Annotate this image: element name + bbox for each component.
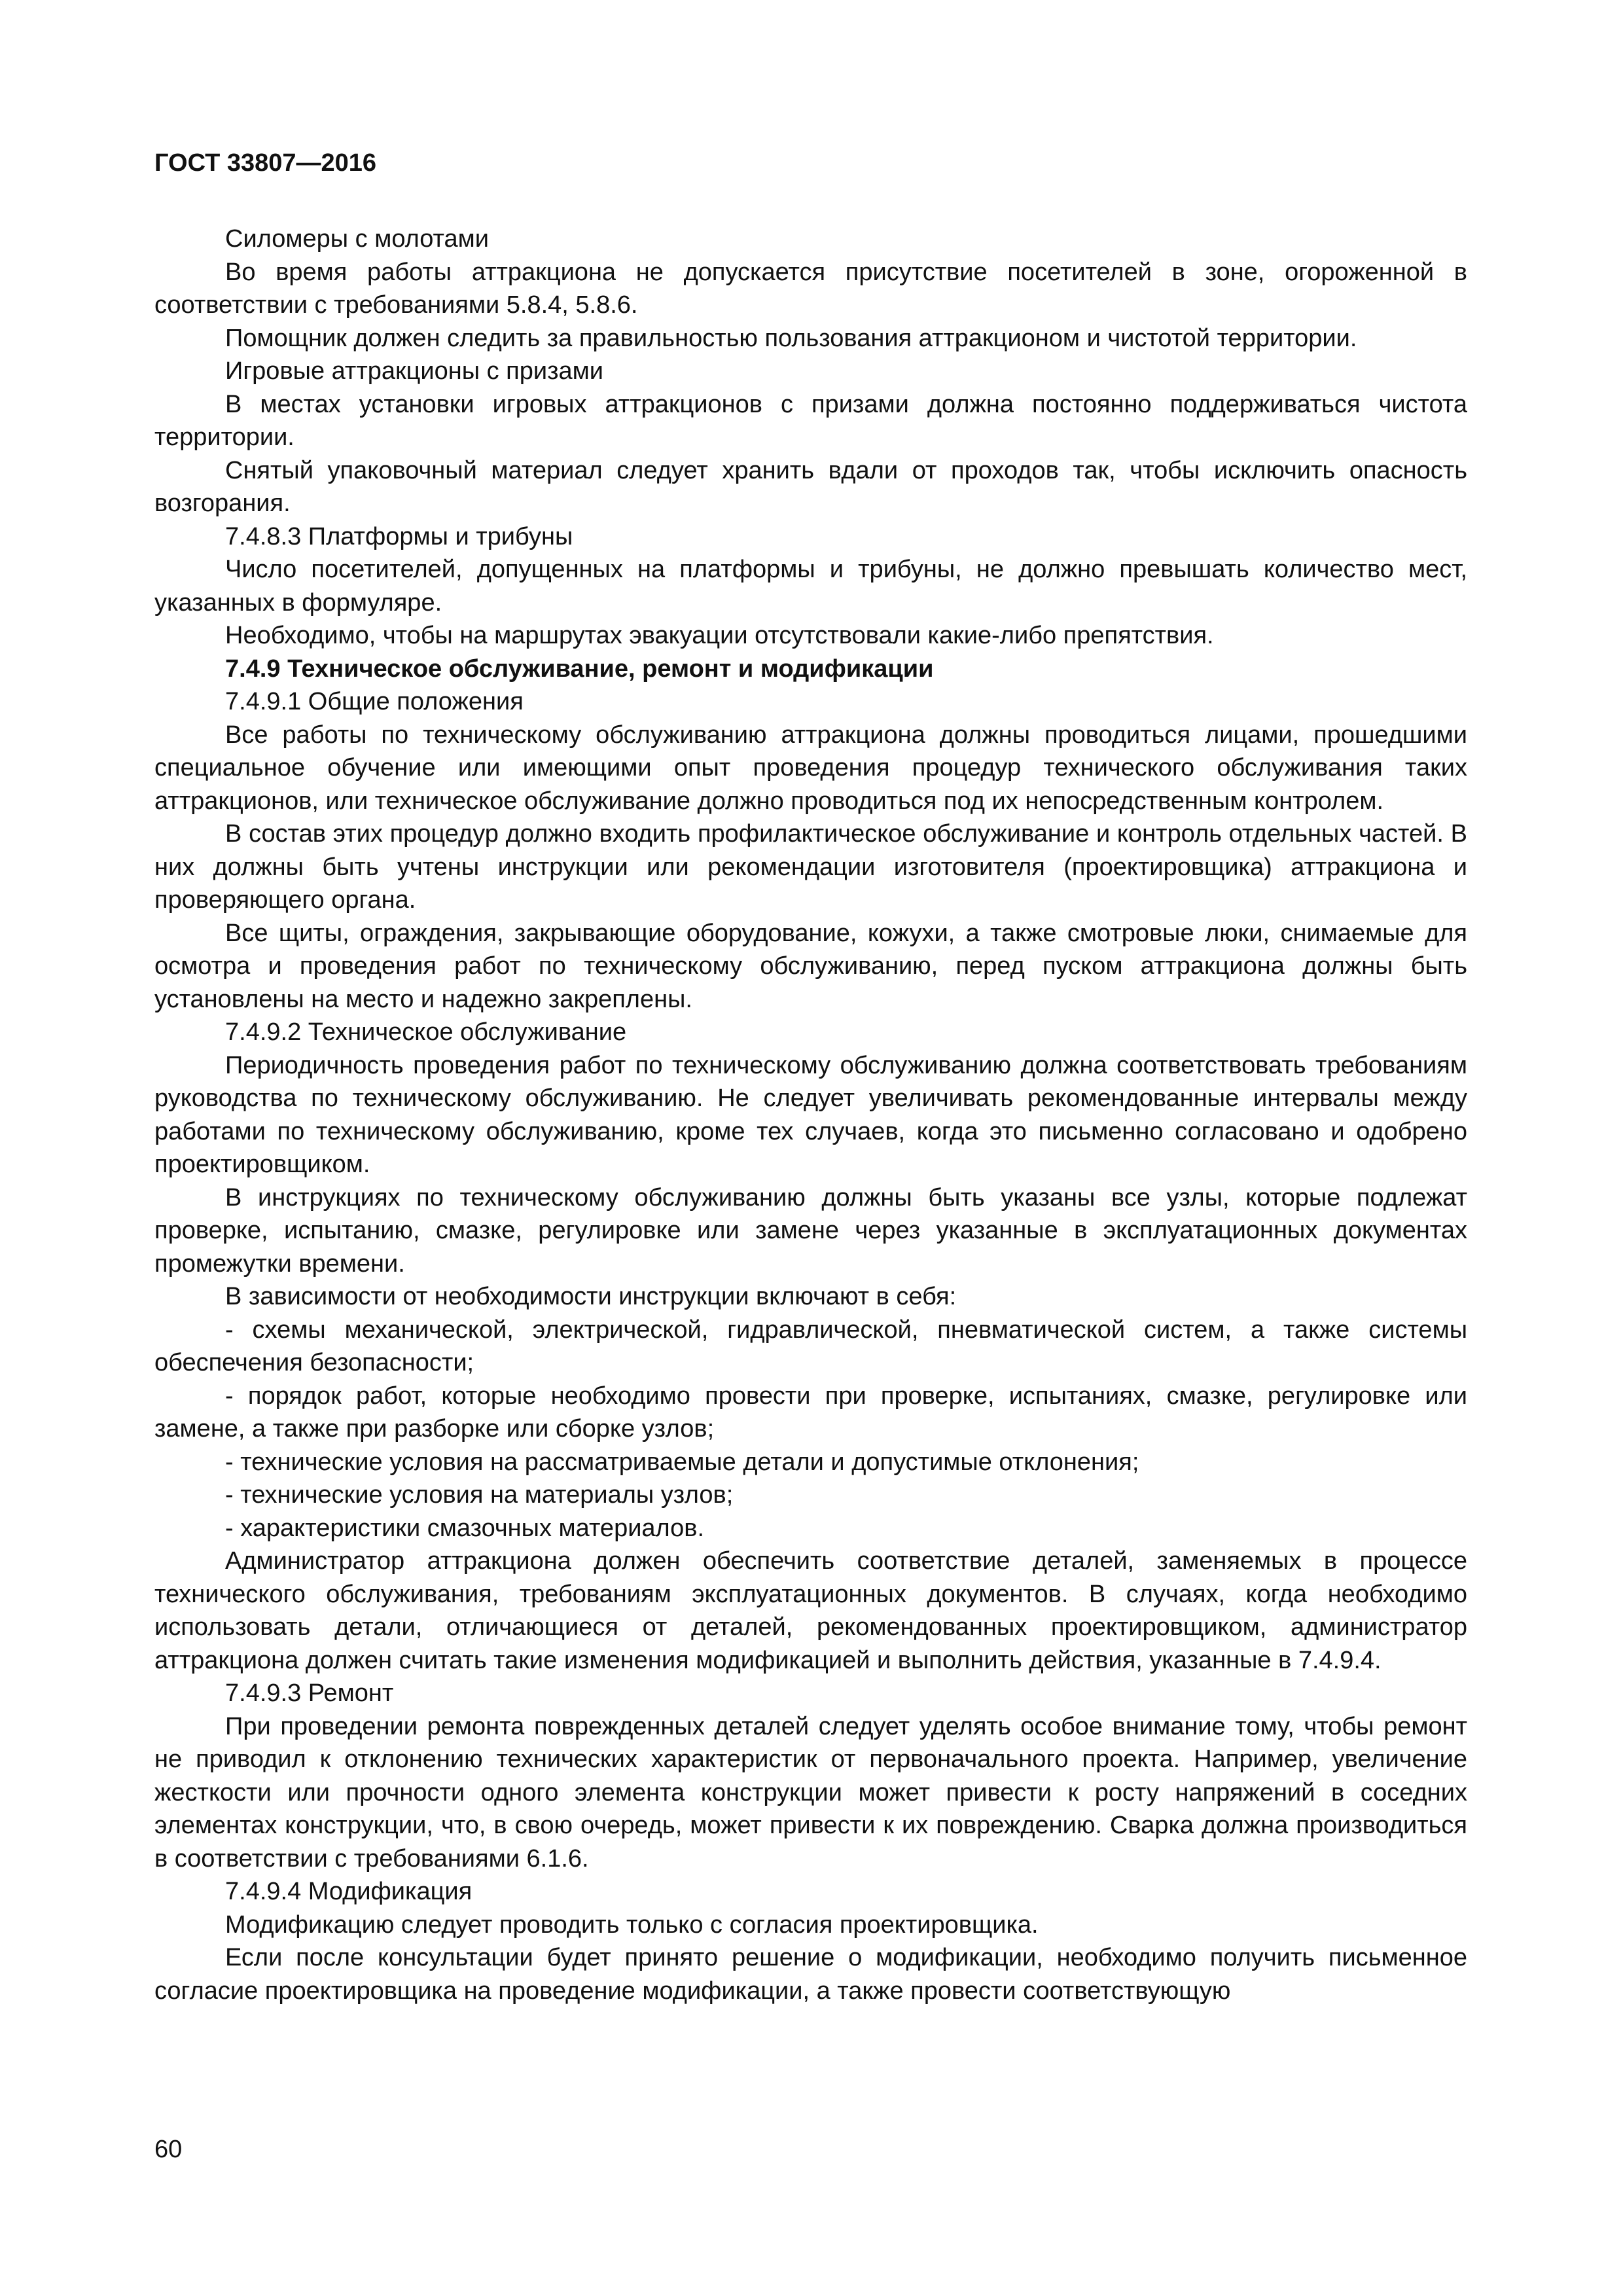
document-header: ГОСТ 33807—2016 [154, 149, 377, 177]
paragraph: - технические условия на рассматриваемые детали и допустимые отклонения; [225, 1448, 1139, 1476]
paragraph: 7.4.9.1 Общие положения [225, 688, 524, 715]
paragraph: В зависимости от необходимости инструкции включают в себя: [225, 1283, 957, 1310]
paragraph: 7.4.9.4 Модификация [225, 1878, 473, 1905]
paragraph: Администратор аттракциона должен обеспечить соответствие деталей, заменяемых в процессе технического обслуживания, требованиям эксплуатационных документов. В случаях, когда необходимо использовать детали, отличающиеся от деталей, рекомендованных проектировщиком, администратор аттракциона должен считать такие изменения модификацией и выполнить действия, указанные в 7.4.9.4. [154, 1547, 1467, 1674]
paragraph: Периодичность проведения работ по техническому обслуживанию должна соответствовать требованиям руководства по техническому обслуживанию. Не следует увеличивать рекомендованные интервалы между работами по техническому обслуживанию, кроме тех случаев, когда это письменно согласовано и одобрено проектировщиком. [154, 1051, 1467, 1178]
paragraph: - характеристики смазочных материалов. [225, 1514, 705, 1542]
paragraph: Силомеры с молотами [225, 225, 490, 253]
paragraph: В состав этих процедур должно входить профилактическое обслуживание и контроль отдельных частей. В них должны быть учтены инструкции или рекомендации изготовителя (проектировщика) аттракциона и проверяющего органа. [154, 820, 1467, 914]
paragraph: В инструкциях по техническому обслуживанию должны быть указаны все узлы, которые подлежат проверке, испытанию, смазке, регулировке или замене через указанные в эксплуатационных документах промежутки времени. [154, 1183, 1467, 1278]
paragraph: Все работы по техническому обслуживанию аттракциона должны проводиться лицами, прошедшими специальное обучение или имеющими опыт проведения процедур технического обслуживания таких аттракционов, или техническое обслуживание должно проводиться под их непосредственным контролем. [154, 721, 1467, 815]
paragraph: При проведении ремонта поврежденных деталей следует уделять особое внимание тому, чтобы ремонт не приводил к отклонению технических характеристик от первоначального проекта. Например, увеличение жесткости или прочности одного элемента конструкции может привести к росту напряжений в соседних элементах конструкции, что, в свою очередь, может привести к их повреждению. Сварка должна производиться в соответствии с требованиями 6.1.6. [154, 1712, 1467, 1873]
paragraph: - порядок работ, которые необходимо провести при проверке, испытаниях, смазке, регулировке или замене, а также при разборке или сборке узлов; [154, 1382, 1467, 1443]
paragraph: Необходимо, чтобы на маршрутах эвакуации отсутствовали какие-либо препятствия. [225, 622, 1214, 649]
paragraph: В местах установки игровых аттракционов с призами должна постоянно поддерживаться чистота территории. [154, 390, 1467, 451]
paragraph: Снятый упаковочный материал следует хранить вдали от проходов так, чтобы исключить опасность возгорания. [154, 456, 1467, 517]
paragraph: Все щиты, ограждения, закрывающие оборудование, кожухи, а также смотровые люки, снимаемые для осмотра и проведения работ по техническому обслуживанию, перед пуском аттракциона должны быть установлены на место и надежно закреплены. [154, 919, 1467, 1013]
paragraph: Модификацию следует проводить только с согласия проектировщика. [225, 1910, 1039, 1939]
document-body [154, 223, 1467, 2007]
paragraph: Во время работы аттракциона не допускается присутствие посетителей в зоне, огороженной в соответствии с требованиями 5.8.4, 5.8.6. [154, 258, 1467, 319]
page-number: 60 [154, 2136, 183, 2163]
paragraph: Число посетителей, допущенных на платформы и трибуны, не должно превышать количество мест, указанных в формуляре. [154, 556, 1467, 617]
section-heading: 7.4.9 Техническое обслуживание, ремонт и модификации [225, 655, 934, 683]
paragraph: 7.4.8.3 Платформы и трибуны [225, 522, 573, 550]
paragraph: Помощник должен следить за правильностью пользования аттракционом и чистотой территории. [225, 324, 1357, 352]
paragraph: - схемы механической, электрической, гидравлической, пневматической систем, а также системы обеспечения безопасности; [154, 1316, 1467, 1376]
paragraph: 7.4.9.2 Техническое обслуживание [225, 1018, 627, 1046]
paragraph: 7.4.9.3 Ремонт [225, 1679, 394, 1707]
paragraph: - технические условия на материалы узлов; [225, 1481, 734, 1509]
paragraph: Игровые аттракционы с призами [225, 357, 604, 385]
paragraph: Если после консультации будет принято решение о модификации, необходимо получить письменное согласие проектировщика на проведение модификации, а также провести соответствующую [154, 1944, 1467, 2005]
